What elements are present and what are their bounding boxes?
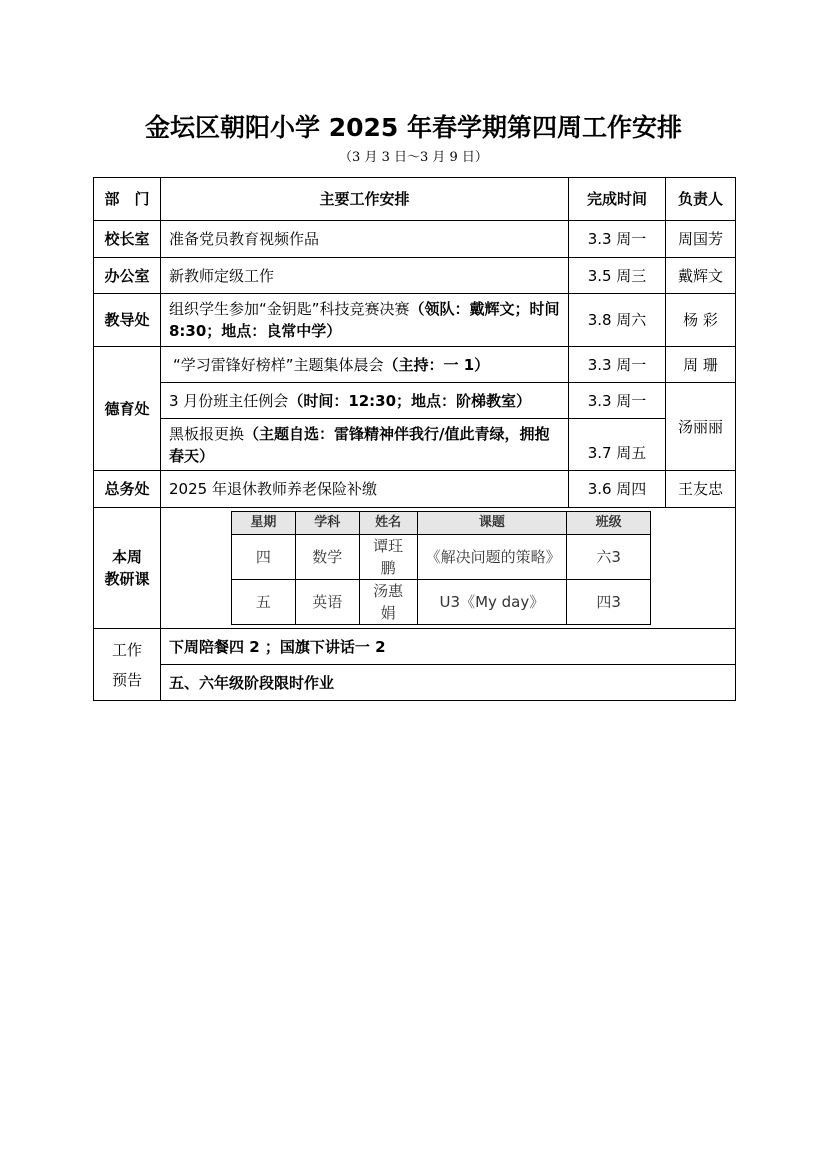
preview-line: 五、六年级阶段限时作业: [161, 665, 736, 701]
work-detail: （领队：戴辉文；时间 8:30；地点：良常中学）: [169, 300, 560, 340]
work-cell: 新教师定级工作: [161, 258, 569, 294]
lesson-teacher: 谭玨鹏: [359, 535, 417, 580]
work-cell: 准备党员教育视频作品: [161, 221, 569, 258]
table-row: [94, 383, 736, 419]
work-cell: [161, 419, 569, 471]
research-lessons-table: [231, 511, 651, 625]
lesson-class: 四3: [567, 580, 651, 625]
time-cell: 3.3 周一: [569, 347, 666, 383]
lesson-row: [232, 535, 651, 580]
lesson-teacher: 汤惠娟: [359, 580, 417, 625]
research-row: [94, 508, 736, 629]
header-owner: 负责人: [666, 178, 736, 221]
work-text: 组织学生参加“金钥匙”科技竞赛决赛: [169, 300, 410, 318]
work-detail: （主持：一 1）: [383, 355, 490, 374]
work-cell: [161, 347, 569, 383]
table-row: [94, 221, 736, 258]
dept-cell: [94, 629, 161, 701]
lessons-header: 学科: [295, 512, 359, 535]
work-cell: [161, 383, 569, 419]
dept-cell: 总务处: [94, 471, 161, 508]
header-dept: 部 门: [94, 178, 161, 221]
dept-line: 预告: [111, 670, 142, 689]
dept-line: 本周: [111, 548, 142, 566]
work-text: 黑板报更换: [169, 424, 245, 443]
dept-cell: 办公室: [94, 258, 161, 294]
table-row: [94, 294, 736, 347]
page-title: 金坛区朝阳小学 2025 年春学期第四周工作安排: [145, 113, 682, 142]
work-cell: [161, 294, 569, 347]
date-range: （3 月 3 日～3 月 9 日）: [339, 150, 488, 165]
preview-line: 下周陪餐四 2 ；国旗下讲话一 2: [161, 629, 736, 665]
time-cell: 3.8 周六: [569, 294, 666, 347]
lesson-topic: 《解决问题的策略》: [417, 535, 567, 580]
lesson-row: [232, 580, 651, 625]
table-header-row: [94, 178, 736, 221]
dept-cell: 校长室: [94, 221, 161, 258]
dept-cell: 教导处: [94, 294, 161, 347]
owner-cell: 杨 彩: [666, 294, 736, 347]
dept-cell: 德育处: [94, 347, 161, 471]
work-cell: 2025 年退休教师养老保险补缴: [161, 471, 569, 508]
table-row: [94, 471, 736, 508]
preview-row: [94, 629, 736, 665]
preview-row: [94, 665, 736, 701]
dept-line: 工作: [111, 640, 142, 659]
work-detail: （主题自选：雷锋精神伴我行/值此青绿，拥抱春天）: [169, 424, 550, 465]
table-row: [94, 258, 736, 294]
owner-cell: 周 珊: [666, 347, 736, 383]
lessons-header: 姓名: [359, 512, 417, 535]
lessons-header: 星期: [232, 512, 296, 535]
lessons-header: 班级: [567, 512, 651, 535]
time-cell: 3.6 周四: [569, 471, 666, 508]
work-text: 3 月份班主任例会: [169, 391, 289, 410]
lesson-day: 四: [232, 535, 296, 580]
header-time: 完成时间: [569, 178, 666, 221]
time-cell: 3.5 周三: [569, 258, 666, 294]
lesson-topic: U3《My day》: [417, 580, 567, 625]
dept-cell: [94, 508, 161, 629]
dept-line: 教研课: [104, 570, 150, 588]
work-text: “学习雷锋好榜样”主题集体晨会: [173, 355, 384, 374]
owner-cell: 戴辉文: [666, 258, 736, 294]
lesson-subject: 数学: [295, 535, 359, 580]
owner-cell: 周国芳: [666, 221, 736, 258]
work-detail: （时间：12:30；地点：阶梯教室）: [288, 391, 532, 410]
owner-cell: 汤丽丽: [666, 383, 736, 471]
lesson-day: 五: [232, 580, 296, 625]
table-row: [94, 347, 736, 383]
owner-cell: 王友忠: [666, 471, 736, 508]
lessons-header-row: [232, 512, 651, 535]
schedule-table: [93, 177, 736, 701]
lessons-header: 课题: [417, 512, 567, 535]
time-cell: 3.3 周一: [569, 221, 666, 258]
research-cell: [161, 508, 736, 629]
table-row: [94, 419, 736, 471]
lesson-subject: 英语: [295, 580, 359, 625]
lesson-class: 六3: [567, 535, 651, 580]
time-cell: 3.7 周五: [569, 419, 666, 471]
header-work: 主要工作安排: [161, 178, 569, 221]
time-cell: 3.3 周一: [569, 383, 666, 419]
